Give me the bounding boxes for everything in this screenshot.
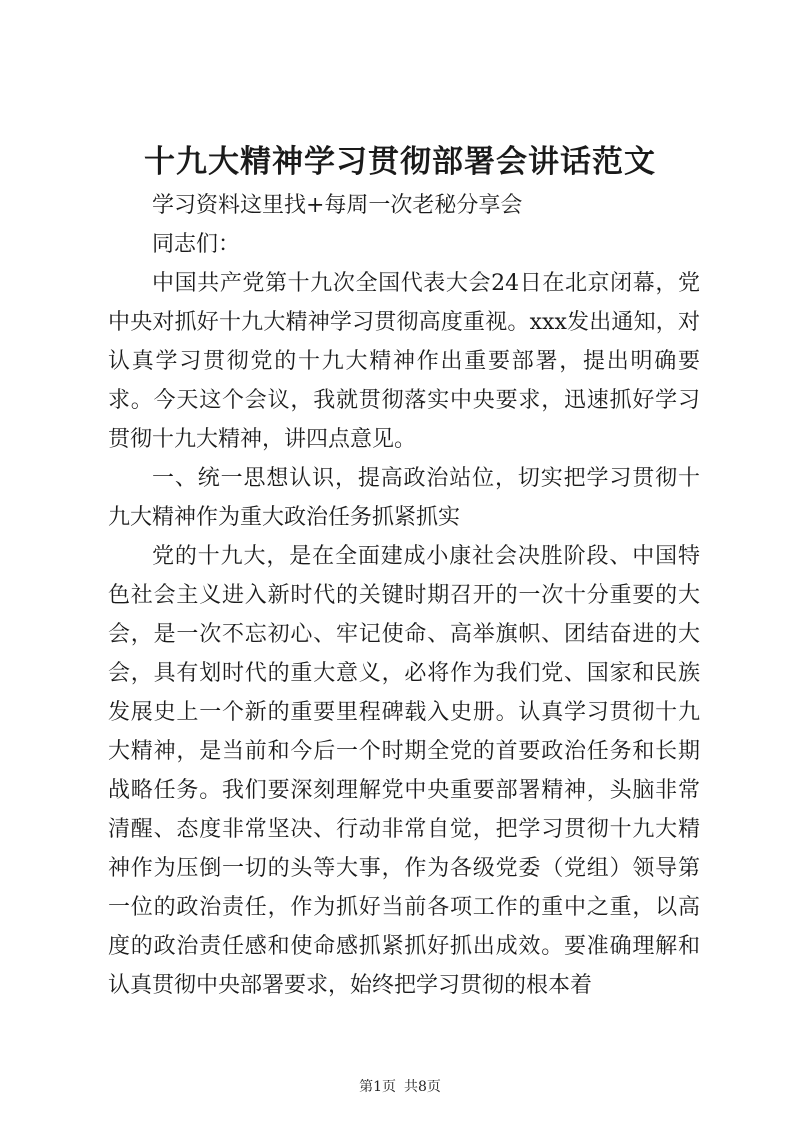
- body-paragraph-intro: 中国共产党第十九次全国代表大会24日在北京闭幕，党中央对抓好十九大精神学习贯彻高度重视。xxx发出通知，对认真学习贯彻党的十九大精神作出重要部署，提出明确要求。今天这个会议，我就贯彻落实中央要求，迅速抓好学习贯彻十九大精神，讲四点意见。: [108, 271, 700, 452]
- body-paragraph-1: 党的十九大，是在全面建成小康社会决胜阶段、中国特色社会主义进入新时代的关键时期召开的一次十分重要的大会，是一次不忘初心、牢记使命、高举旗帜、团结奋进的大会，具有划时代的重大意义，必将作为我们党、国家和民族发展史上一个新的重要里程碑载入史册。认真学习贯彻十九大精神，是当前和今后一个时期全党的首要政治任务和长期战略任务。我们要深刻理解党中央重要部署精神，头脑非常清醒、态度非常坚决、行动非常自觉，把学习贯彻十九大精神作为压倒一切的头等大事，作为各级党委（党组）领导第一位的政治责任，作为抓好当前各项工作的重中之重，以高度的政治责任感和使命感抓紧抓好抓出成效。要准确理解和认真贯彻中央部署要求，始终把学习贯彻的根本着: [108, 544, 700, 998]
- subtitle-line: 学习资料这里找+每周一次老秘分享会: [152, 193, 523, 218]
- page-footer: [0, 1077, 800, 1097]
- total-pages: 共8页: [404, 1079, 441, 1095]
- document-title: 十九大精神学习贯彻部署会讲话范文: [144, 144, 656, 180]
- document-body: [108, 186, 700, 1005]
- salutation: 同志们：: [152, 232, 241, 257]
- section-heading-1: 一、统一思想认识，提高政治站位，切实把学习贯彻十九大精神作为重大政治任务抓紧抓实: [108, 466, 700, 530]
- page-number: 第1页: [359, 1079, 396, 1095]
